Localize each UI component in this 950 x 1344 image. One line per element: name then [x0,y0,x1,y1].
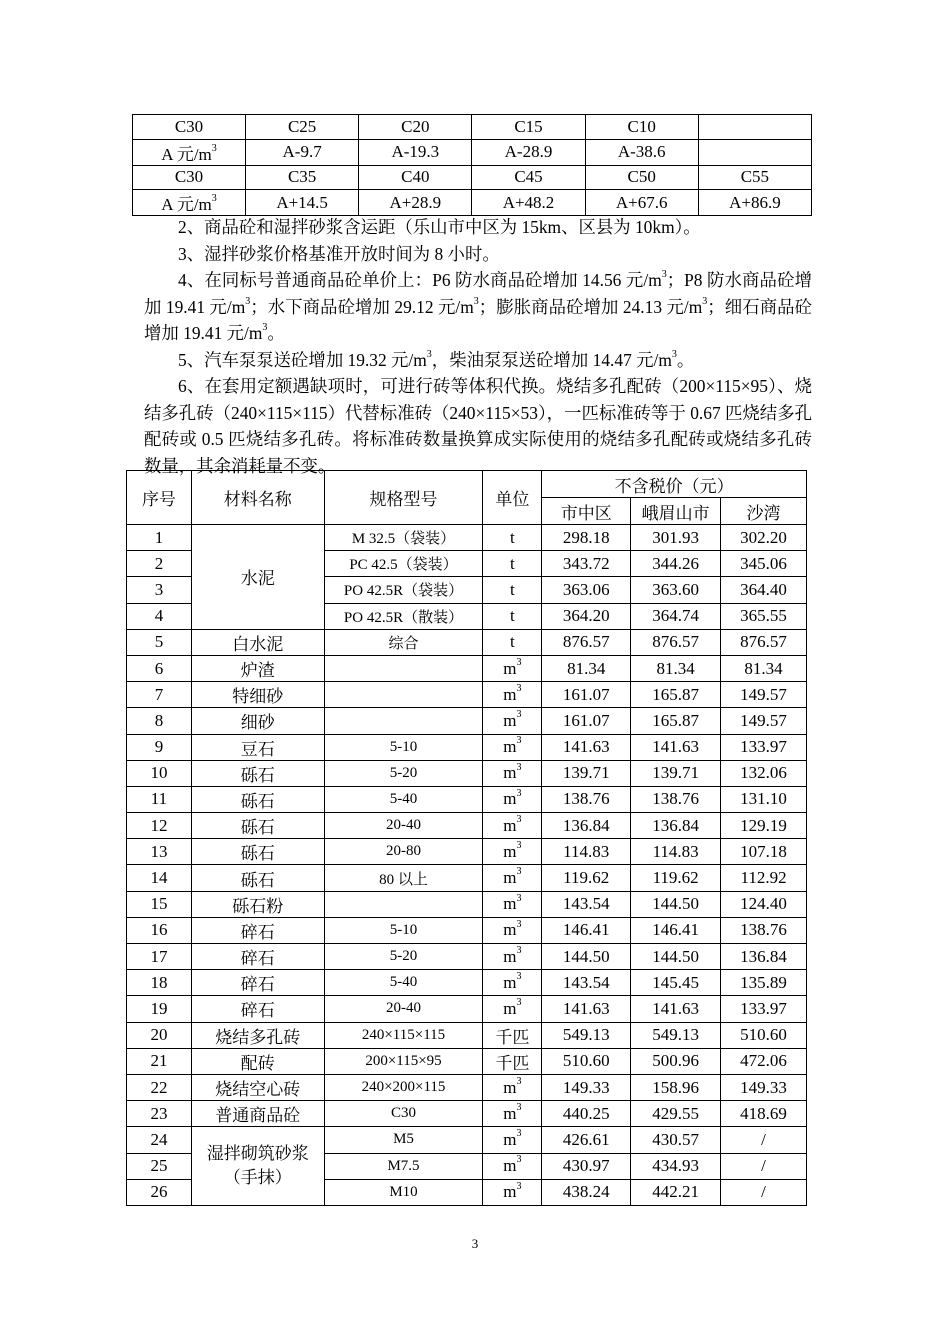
price-emeishan: 549.13 [631,1022,721,1048]
grade-table-cell: C35 [246,165,359,190]
grade-table-cell: A 元$/m^3$ [133,190,246,216]
price-shizhongqu: 549.13 [542,1022,631,1048]
price-shawan: 472.06 [721,1048,807,1074]
grade-table-cell [698,115,811,140]
table-row [127,708,807,734]
price-shawan: 149.33 [721,1074,807,1100]
unit: t [483,577,542,603]
table-row [127,786,807,812]
unit: 千匹 [483,1022,542,1048]
spec: 5-40 [324,786,483,812]
unit: $m^3$ [483,682,542,708]
grade-table-row [133,165,812,190]
unit: $m^3$ [483,865,542,891]
material-name: 砾石 [191,786,324,812]
row-no: 15 [127,891,192,917]
grade-table-body [133,115,812,216]
price-shizhongqu: 876.57 [542,629,631,655]
spec: 5-20 [324,944,483,970]
row-no: 25 [127,1153,192,1179]
unit: 千匹 [483,1048,542,1074]
grade-table-cell: C50 [585,165,698,190]
row-no: 17 [127,944,192,970]
price-shawan: 132.06 [721,760,807,786]
unit: $m^3$ [483,1127,542,1153]
notes-section [144,214,812,479]
price-shawan: / [721,1153,807,1179]
spec: 80 以上 [324,865,483,891]
table-row [127,865,807,891]
price-shawan: 136.84 [721,944,807,970]
row-no: 16 [127,917,192,943]
table-row [127,813,807,839]
price-emeishan: 344.26 [631,551,721,577]
grade-table-row [133,139,812,165]
price-shawan: 345.06 [721,551,807,577]
unit: $m^3$ [483,708,542,734]
spec: M5 [324,1127,483,1153]
grade-table-cell: A 元$/m^3$ [133,139,246,165]
price-shawan: 302.20 [721,525,807,551]
spec [324,655,483,681]
material-name: 砾石 [191,839,324,865]
note-4: 4、在同标号普通商品砼单价上：P6 防水商品砼增加 14.56 元$/m^3$；P8 防水商品砼增加 19.41 元$/m^3$；水下商品砼增加 29.12 元$/m^3$；膨胀商品砼增加 24.13 元$/m^3$；细石商品砼增加 19.41 元$/m^3$。 [144,269,813,343]
grade-table-cell: A+48.2 [472,190,585,216]
grade-table-cell: A+67.6 [585,190,698,216]
table-row [127,1101,807,1127]
price-emeishan: 429.55 [631,1101,721,1127]
price-shawan: 124.40 [721,891,807,917]
table-row [127,629,807,655]
table-row [127,525,807,551]
table-row [127,655,807,681]
price-shawan: / [721,1127,807,1153]
table-row [127,891,807,917]
grade-table-cell: C15 [472,115,585,140]
unit: $m^3$ [483,760,542,786]
header-region-emeishan: 峨眉山市 [631,498,721,525]
spec: PC 42.5（袋装） [324,551,483,577]
row-no: 14 [127,865,192,891]
material-name: 碎石 [191,970,324,996]
grade-table-cell: C55 [698,165,811,190]
unit: t [483,603,542,629]
price-shizhongqu: 343.72 [542,551,631,577]
grade-table-cell: C30 [133,165,246,190]
spec: C30 [324,1101,483,1127]
price-shizhongqu: 440.25 [542,1101,631,1127]
spec: 综合 [324,629,483,655]
price-shawan: 112.92 [721,865,807,891]
table-row [127,1048,807,1074]
header-material-name: 材料名称 [191,471,324,525]
row-no: 11 [127,786,192,812]
price-shizhongqu: 149.33 [542,1074,631,1100]
unit: $m^3$ [483,1101,542,1127]
spec: 240×200×115 [324,1074,483,1100]
price-shizhongqu: 119.62 [542,865,631,891]
price-shizhongqu: 364.20 [542,603,631,629]
table-row [127,734,807,760]
grade-table-cell: C45 [472,165,585,190]
row-no: 19 [127,996,192,1022]
price-shizhongqu: 510.60 [542,1048,631,1074]
price-shizhongqu: 298.18 [542,525,631,551]
material-name: 特细砂 [191,682,324,708]
price-shizhongqu: 146.41 [542,917,631,943]
note-2: 2、商品砼和湿拌砂浆含运距（乐山市中区为 15km、区县为 10km）。 [178,217,701,237]
spec: 5-20 [324,760,483,786]
price-emeishan: 165.87 [631,682,721,708]
price-shawan: 149.57 [721,682,807,708]
unit: $m^3$ [483,970,542,996]
price-shizhongqu: 114.83 [542,839,631,865]
price-emeishan: 144.50 [631,944,721,970]
unit: $m^3$ [483,734,542,760]
price-emeishan: 363.60 [631,577,721,603]
spec: 200×115×95 [324,1048,483,1074]
row-no: 3 [127,577,192,603]
spec [324,682,483,708]
row-no: 9 [127,734,192,760]
header-price-excl-tax: 不含税价（元） [542,471,807,498]
spec: 5-10 [324,917,483,943]
material-name: 砾石 [191,760,324,786]
row-no: 12 [127,813,192,839]
note-3: 3、湿拌砂浆价格基准开放时间为 8 小时。 [178,243,500,264]
material-name: 白水泥 [191,629,324,655]
price-shizhongqu: 143.54 [542,891,631,917]
price-shizhongqu: 363.06 [542,577,631,603]
table-row [127,682,807,708]
table-row [127,996,807,1022]
spec: 20-80 [324,839,483,865]
spec: 240×115×115 [324,1022,483,1048]
price-shizhongqu: 161.07 [542,708,631,734]
spec: 20-40 [324,813,483,839]
spec [324,708,483,734]
price-shawan: 876.57 [721,629,807,655]
price-shawan: 365.55 [721,603,807,629]
price-shizhongqu: 138.76 [542,786,631,812]
row-no: 5 [127,629,192,655]
price-shawan: / [721,1179,807,1205]
price-shawan: 129.19 [721,813,807,839]
material-name-cement: 水泥 [191,525,324,630]
spec: 5-10 [324,734,483,760]
spec: M 32.5（袋装） [324,525,483,551]
price-emeishan: 500.96 [631,1048,721,1074]
price-shawan: 510.60 [721,1022,807,1048]
header-spec: 规格型号 [324,471,483,525]
price-shizhongqu: 81.34 [542,655,631,681]
price-emeishan: 119.62 [631,865,721,891]
grade-table-cell: A-38.6 [585,139,698,165]
price-emeishan: 81.34 [631,655,721,681]
unit: t [483,525,542,551]
price-shawan: 418.69 [721,1101,807,1127]
price-emeishan: 136.84 [631,813,721,839]
row-no: 4 [127,603,192,629]
unit: $m^3$ [483,944,542,970]
price-shizhongqu: 141.63 [542,996,631,1022]
price-shawan: 107.18 [721,839,807,865]
row-no: 13 [127,839,192,865]
price-table-body [127,525,807,1206]
material-name-wet-mortar: 湿拌砌筑砂浆 （手抹） [191,1127,324,1206]
material-price-table [126,470,807,1206]
material-name: 砾石 [191,865,324,891]
unit: $m^3$ [483,1074,542,1100]
price-emeishan: 158.96 [631,1074,721,1100]
price-shizhongqu: 144.50 [542,944,631,970]
price-shizhongqu: 141.63 [542,734,631,760]
price-emeishan: 876.57 [631,629,721,655]
price-shizhongqu: 426.61 [542,1127,631,1153]
grade-table-cell: C40 [359,165,472,190]
price-emeishan: 165.87 [631,708,721,734]
row-no: 21 [127,1048,192,1074]
unit: $m^3$ [483,655,542,681]
header-no: 序号 [127,471,192,525]
grade-table-row [133,115,812,140]
material-name: 豆石 [191,734,324,760]
spec: PO 42.5R（散装） [324,603,483,629]
price-emeishan: 364.74 [631,603,721,629]
price-shizhongqu: 161.07 [542,682,631,708]
table-row [127,917,807,943]
price-shawan: 131.10 [721,786,807,812]
price-emeishan: 144.50 [631,891,721,917]
price-emeishan: 434.93 [631,1153,721,1179]
row-no: 20 [127,1022,192,1048]
spec [324,891,483,917]
unit: $m^3$ [483,1179,542,1205]
price-shizhongqu: 438.24 [542,1179,631,1205]
price-emeishan: 114.83 [631,839,721,865]
price-shawan: 133.97 [721,996,807,1022]
price-shawan: 138.76 [721,917,807,943]
price-emeishan: 442.21 [631,1179,721,1205]
unit: $m^3$ [483,917,542,943]
material-name: 普通商品砼 [191,1101,324,1127]
row-no: 18 [127,970,192,996]
row-no: 2 [127,551,192,577]
grade-table-cell: A-28.9 [472,139,585,165]
grade-table-cell: C20 [359,115,472,140]
note-6: 6、在套用定额遇缺项时，可进行砖等体积代换。烧结多孔配砖（200×115×95）、烧结多孔砖（240×115×115）代替标准砖（240×115×53），一匹标准砖等于 0.67 匹烧结多孔配砖或 0.5 匹烧结多孔砖。将标准砖数量换算成实际使用的烧结多孔配砖或烧结多孔砖数量，其余消耗量不变。 [144,376,812,476]
row-no: 8 [127,708,192,734]
price-shizhongqu: 136.84 [542,813,631,839]
table-row [127,1074,807,1100]
unit: t [483,629,542,655]
row-no: 10 [127,760,192,786]
material-name: 烧结空心砖 [191,1074,324,1100]
table-row [127,1022,807,1048]
price-shizhongqu: 430.97 [542,1153,631,1179]
grade-table-cell: A-9.7 [246,139,359,165]
concrete-grade-adjustment-table [132,114,812,216]
grade-table-cell [698,139,811,165]
spec: M10 [324,1179,483,1205]
row-no: 22 [127,1074,192,1100]
price-shawan: 133.97 [721,734,807,760]
price-shizhongqu: 143.54 [542,970,631,996]
grade-table-row [133,190,812,216]
material-name: 细砂 [191,708,324,734]
material-name: 碎石 [191,944,324,970]
price-shawan: 149.57 [721,708,807,734]
row-no: 24 [127,1127,192,1153]
grade-table-cell: C30 [133,115,246,140]
grade-table-cell: A+86.9 [698,190,811,216]
price-emeishan: 430.57 [631,1127,721,1153]
price-shawan: 81.34 [721,655,807,681]
row-no: 23 [127,1101,192,1127]
price-emeishan: 141.63 [631,996,721,1022]
material-name: 砾石粉 [191,891,324,917]
grade-table-cell: A+28.9 [359,190,472,216]
material-name: 配砖 [191,1048,324,1074]
unit: $m^3$ [483,786,542,812]
table-row [127,944,807,970]
spec: PO 42.5R（袋装） [324,577,483,603]
unit: $m^3$ [483,891,542,917]
price-shawan: 135.89 [721,970,807,996]
table-row [127,970,807,996]
price-emeishan: 138.76 [631,786,721,812]
unit: $m^3$ [483,996,542,1022]
spec: 20-40 [324,996,483,1022]
row-no: 6 [127,655,192,681]
table-row [127,839,807,865]
material-name: 碎石 [191,917,324,943]
spec: 5-40 [324,970,483,996]
unit: $m^3$ [483,1153,542,1179]
material-name: 碎石 [191,996,324,1022]
table-row [127,1127,807,1153]
row-no: 26 [127,1179,192,1205]
grade-table-cell: A+14.5 [246,190,359,216]
price-emeishan: 139.71 [631,760,721,786]
unit: $m^3$ [483,839,542,865]
price-emeishan: 301.93 [631,525,721,551]
header-region-shizhongqu: 市中区 [542,498,631,525]
spec: M7.5 [324,1153,483,1179]
material-name: 烧结多孔砖 [191,1022,324,1048]
grade-table-cell: C10 [585,115,698,140]
note-5: 5、汽车泵泵送砼增加 19.32 元$/m^3$，柴油泵泵送砼增加 14.47 元$/m^3$。 [178,348,695,370]
price-emeishan: 146.41 [631,917,721,943]
header-unit: 单位 [483,471,542,525]
price-emeishan: 141.63 [631,734,721,760]
row-no: 7 [127,682,192,708]
price-emeishan: 145.45 [631,970,721,996]
grade-table-cell: A-19.3 [359,139,472,165]
header-region-shawan: 沙湾 [721,498,807,525]
unit: $m^3$ [483,813,542,839]
price-shawan: 364.40 [721,577,807,603]
page-number: 3 [471,1236,479,1251]
grade-table-cell: C25 [246,115,359,140]
table-row [127,760,807,786]
row-no: 1 [127,525,192,551]
unit: t [483,551,542,577]
price-shizhongqu: 139.71 [542,760,631,786]
material-name: 砾石 [191,813,324,839]
material-name: 炉渣 [191,655,324,681]
